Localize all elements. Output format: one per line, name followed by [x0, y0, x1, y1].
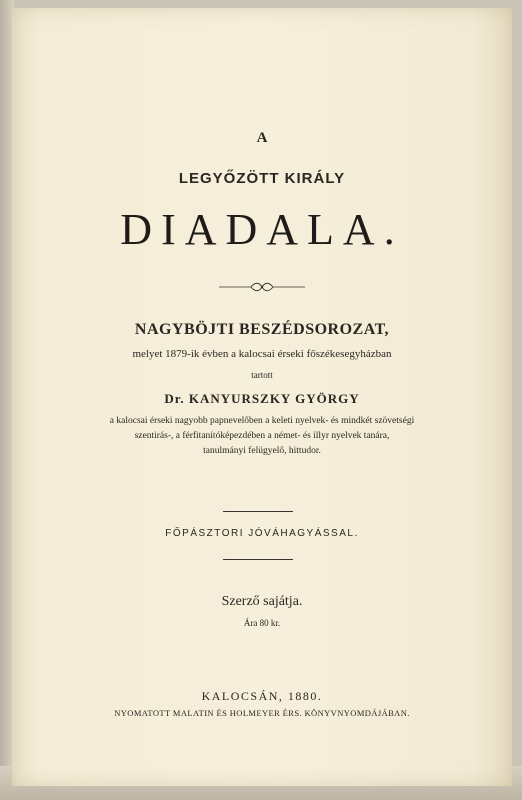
price: Ára 80 kr. [243, 618, 281, 628]
author-desc-line: tanulmányi felügyelő, hittudor. [203, 446, 321, 456]
approval-line: FŐPÁSZTORI JÓVÁHAGYÁSSAL. [165, 528, 359, 539]
tartotta-word: tartott [251, 370, 273, 380]
article-a: A [256, 130, 268, 146]
subtitle: LEGYŐZÖTT KIRÁLY [178, 170, 346, 187]
divider-rule [223, 511, 293, 512]
author-desc-line: a kalocsai érseki nagyobb papnevelőben a keleti nyelvek- és mindkét szövetségi [109, 416, 415, 426]
publisher-note: Szerző sajátja. [221, 594, 303, 609]
printer-line: NYOMATOTT MALATIN ÉS HOLMEYER ÉRS. KÖNYVNYOMDÁJÁBAN. [114, 708, 410, 718]
author-desc-line: szentirás-, a férfitanítóképezdében a német- és illyr nyelvek tanára, [134, 431, 390, 441]
place-year: KALOCSÁN, 1880. [201, 689, 323, 703]
main-title: DIADALA. [120, 205, 404, 254]
title-page [12, 8, 512, 786]
author-description [12, 414, 512, 459]
delivery-line: melyet 1879-ik évben a kalocsai érseki főszékesegyházban [132, 348, 392, 360]
author-name: Dr. KANYURSZKY GYÖRGY [164, 391, 360, 406]
divider-rule [223, 559, 293, 560]
ornament-divider-icon [217, 282, 307, 292]
series-title: NAGYBÖJTI BESZÉDSOROZAT, [134, 321, 390, 338]
